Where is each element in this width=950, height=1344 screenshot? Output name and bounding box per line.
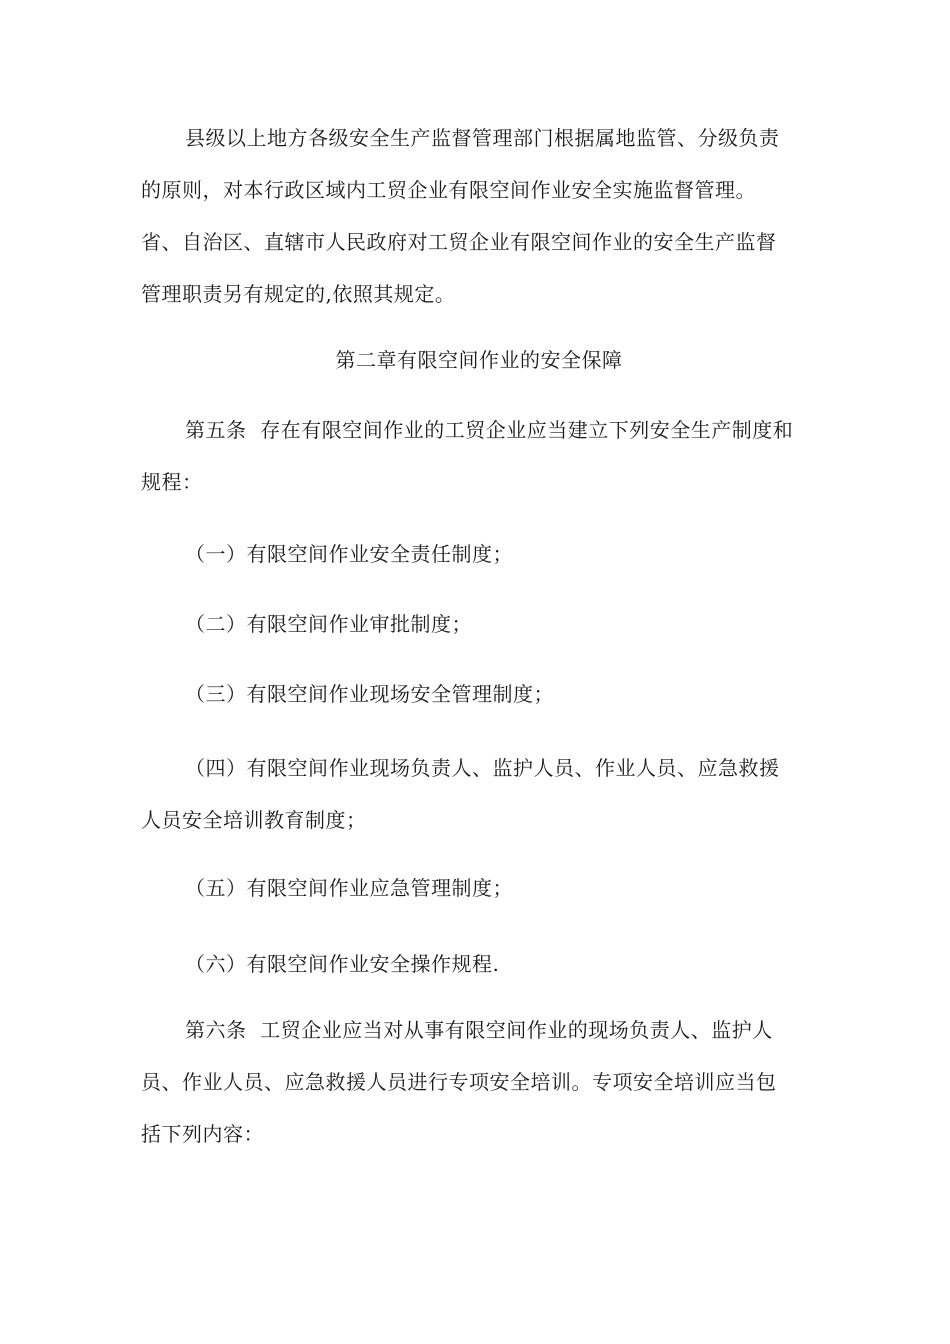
list-item-text: （二）有限空间作业审批制度； — [185, 612, 472, 636]
paragraph-line: 第五条 存在有限空间作业的工贸企业应当建立下列安全生产制度和 — [185, 418, 794, 442]
paragraph-line: 的原则，对本行政区域内工贸企业有限空间作业安全实施监督管理。 — [141, 178, 756, 202]
list-item-4 — [141, 742, 817, 846]
paragraph-line: 管理职责另有规定的,依照其规定。 — [141, 282, 456, 306]
list-item-1 — [141, 528, 817, 580]
list-item-3 — [141, 668, 817, 720]
list-item-2 — [141, 598, 817, 650]
paragraph-line: 省、自治区、直辖市人民政府对工贸企业有限空间作业的安全生产监督 — [141, 230, 777, 254]
list-item-5 — [141, 862, 817, 914]
chapter-title — [141, 334, 817, 386]
paragraph-supervision — [141, 112, 817, 320]
chapter-title-text: 第二章有限空间作业的安全保障 — [335, 348, 623, 372]
paragraph-line: 括下列内容： — [141, 1122, 264, 1146]
article-6 — [141, 1004, 817, 1160]
paragraph-line: 县级以上地方各级安全生产监督管理部门根据属地监管、分级负责 — [185, 126, 780, 150]
list-item-text: （六）有限空间作业安全操作规程. — [185, 952, 500, 976]
list-item-text: （五）有限空间作业应急管理制度； — [185, 876, 513, 900]
list-item-text: （四）有限空间作业现场负责人、监护人员、作业人员、应急救援 — [185, 756, 780, 780]
list-item-text: 人员安全培训教育制度； — [141, 808, 367, 832]
list-item-text: （一）有限空间作业安全责任制度； — [185, 542, 513, 566]
list-item-text: （三）有限空间作业现场安全管理制度； — [185, 682, 554, 706]
paragraph-line: 员、作业人员、应急救援人员进行专项安全培训。专项安全培训应当包 — [141, 1070, 777, 1094]
article-5 — [141, 404, 817, 508]
paragraph-line: 第六条 工贸企业应当对从事有限空间作业的现场负责人、监护人 — [185, 1018, 773, 1042]
list-item-6 — [141, 938, 817, 990]
paragraph-line: 规程： — [141, 470, 203, 494]
